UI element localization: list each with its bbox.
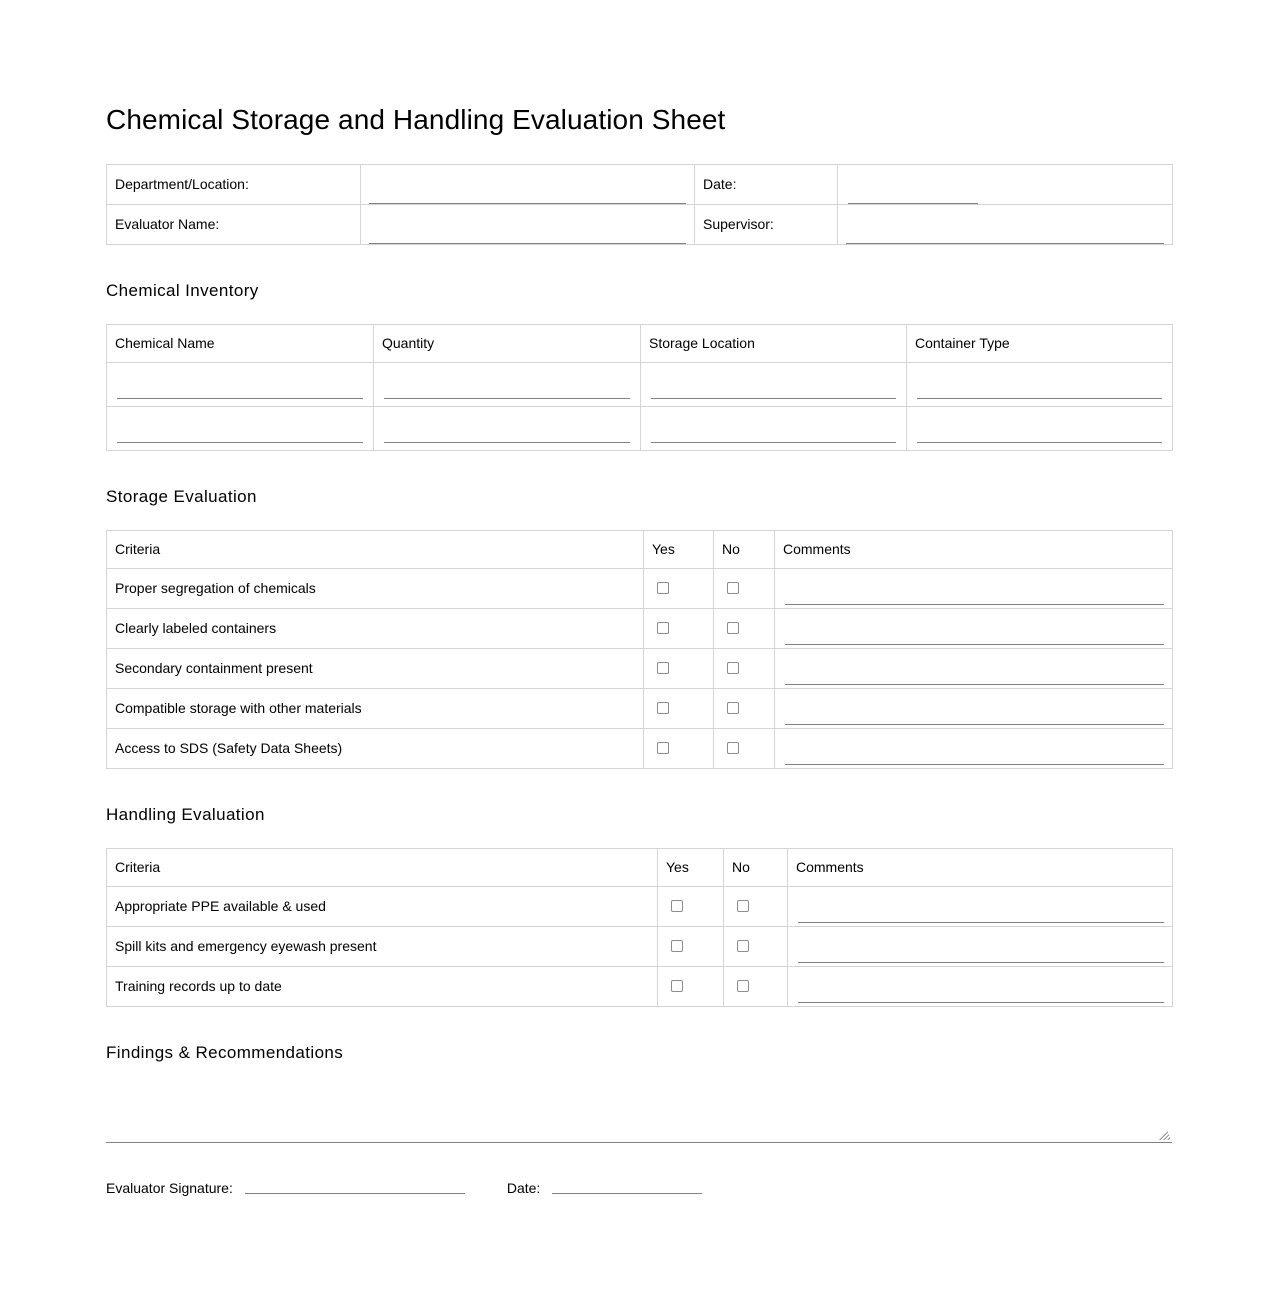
column-header-comments: Comments — [788, 848, 1173, 886]
storage-yes-cell — [644, 608, 714, 648]
table-row — [107, 728, 1173, 768]
storage-no-cell — [714, 728, 775, 768]
storage-criteria-label: Compatible storage with other materials — [107, 688, 644, 728]
inventory-cell-chemical-name — [107, 362, 374, 406]
storage-no-cell — [714, 568, 775, 608]
column-header-storage-location: Storage Location — [641, 324, 907, 362]
storage-yes-checkbox[interactable] — [657, 622, 669, 634]
table-row — [107, 648, 1173, 688]
storage-comments-input[interactable] — [785, 578, 1164, 605]
handling-no-checkbox[interactable] — [737, 940, 749, 952]
table-row — [107, 164, 1173, 204]
date-label: Date: — [695, 164, 838, 204]
section-heading-storage-evaluation: Storage Evaluation — [106, 486, 257, 506]
table-header-row — [107, 530, 1173, 568]
handling-evaluation-table — [106, 848, 1173, 1007]
column-header-comments: Comments — [775, 530, 1173, 568]
column-header-yes: Yes — [658, 848, 724, 886]
table-row — [107, 926, 1173, 966]
inventory-cell-container-type — [907, 362, 1173, 406]
column-header-quantity: Quantity — [374, 324, 641, 362]
storage-location-input[interactable] — [651, 416, 896, 443]
evaluator-signature-input[interactable] — [245, 1179, 465, 1194]
evaluator-name-input[interactable] — [369, 215, 686, 244]
storage-yes-checkbox[interactable] — [657, 702, 669, 714]
handling-criteria-label: Appropriate PPE available & used — [107, 886, 658, 926]
storage-comments-input[interactable] — [785, 738, 1164, 765]
section-heading-chemical-inventory: Chemical Inventory — [106, 280, 259, 300]
supervisor-label: Supervisor: — [695, 204, 838, 244]
table-row — [107, 688, 1173, 728]
inventory-cell-quantity — [374, 362, 641, 406]
handling-no-cell — [724, 926, 788, 966]
storage-comments-cell — [775, 608, 1173, 648]
container-type-input[interactable] — [917, 416, 1162, 443]
storage-yes-cell — [644, 688, 714, 728]
handling-no-checkbox[interactable] — [737, 900, 749, 912]
table-row — [107, 568, 1173, 608]
table-row — [107, 204, 1173, 244]
column-header-no: No — [714, 530, 775, 568]
handling-yes-cell — [658, 966, 724, 1006]
handling-comments-cell — [788, 926, 1173, 966]
handling-no-cell — [724, 886, 788, 926]
storage-no-cell — [714, 688, 775, 728]
column-header-no: No — [724, 848, 788, 886]
findings-textarea[interactable] — [106, 1085, 1172, 1143]
handling-comments-input[interactable] — [798, 976, 1164, 1003]
table-row — [107, 966, 1173, 1006]
table-header-row — [107, 324, 1173, 362]
column-header-criteria: Criteria — [107, 848, 658, 886]
signature-row — [106, 1179, 1172, 1197]
inventory-cell-container-type — [907, 406, 1173, 450]
handling-criteria-label: Training records up to date — [107, 966, 658, 1006]
section-heading-findings-recommendations: Findings & Recommendations — [106, 1042, 344, 1062]
supervisor-input[interactable] — [846, 215, 1164, 244]
container-type-input[interactable] — [917, 372, 1162, 399]
handling-yes-checkbox[interactable] — [671, 940, 683, 952]
storage-comments-input[interactable] — [785, 698, 1164, 725]
handling-yes-checkbox[interactable] — [671, 980, 683, 992]
quantity-input[interactable] — [384, 372, 630, 399]
inventory-cell-chemical-name — [107, 406, 374, 450]
page-title: Chemical Storage and Handling Evaluation Sheet — [106, 104, 726, 135]
signature-date-label: Date: — [506, 1179, 541, 1196]
inventory-cell-storage-location — [641, 406, 907, 450]
storage-comments-cell — [775, 728, 1173, 768]
storage-criteria-label: Access to SDS (Safety Data Sheets) — [107, 728, 644, 768]
storage-evaluation-table — [106, 530, 1173, 769]
storage-comments-input[interactable] — [785, 658, 1164, 685]
evaluator-name-field-cell — [361, 204, 695, 244]
column-header-yes: Yes — [644, 530, 714, 568]
handling-comments-cell — [788, 886, 1173, 926]
section-heading-handling-evaluation: Handling Evaluation — [106, 804, 265, 824]
quantity-input[interactable] — [384, 416, 630, 443]
storage-no-checkbox[interactable] — [727, 662, 739, 674]
supervisor-field-cell — [838, 204, 1173, 244]
storage-yes-checkbox[interactable] — [657, 582, 669, 594]
storage-no-cell — [714, 648, 775, 688]
storage-location-input[interactable] — [651, 372, 896, 399]
storage-no-checkbox[interactable] — [727, 622, 739, 634]
storage-criteria-label: Clearly labeled containers — [107, 608, 644, 648]
page-content — [106, 0, 1172, 1197]
storage-yes-checkbox[interactable] — [657, 662, 669, 674]
storage-criteria-label: Secondary containment present — [107, 648, 644, 688]
signature-date-input[interactable] — [552, 1179, 702, 1194]
date-input[interactable] — [848, 175, 978, 204]
resize-handle-icon[interactable] — [1159, 1128, 1171, 1140]
column-header-chemical-name: Chemical Name — [107, 324, 374, 362]
storage-criteria-label: Proper segregation of chemicals — [107, 568, 644, 608]
column-header-container-type: Container Type — [907, 324, 1173, 362]
table-row — [107, 406, 1173, 450]
storage-yes-cell — [644, 728, 714, 768]
chemical-name-input[interactable] — [117, 372, 363, 399]
storage-yes-checkbox[interactable] — [657, 742, 669, 754]
storage-comments-cell — [775, 568, 1173, 608]
column-header-criteria: Criteria — [107, 530, 644, 568]
date-field-cell — [838, 164, 1173, 204]
inventory-cell-storage-location — [641, 362, 907, 406]
handling-yes-cell — [658, 926, 724, 966]
storage-no-checkbox[interactable] — [727, 702, 739, 714]
chemical-name-input[interactable] — [117, 416, 363, 443]
handling-no-cell — [724, 966, 788, 1006]
chemical-inventory-table — [106, 324, 1173, 451]
department-location-input[interactable] — [369, 175, 686, 204]
table-row — [107, 886, 1173, 926]
storage-comments-cell — [775, 648, 1173, 688]
department-location-label: Department/Location: — [107, 164, 361, 204]
handling-criteria-label: Spill kits and emergency eyewash present — [107, 926, 658, 966]
storage-no-cell — [714, 608, 775, 648]
handling-comments-cell — [788, 966, 1173, 1006]
table-header-row — [107, 848, 1173, 886]
handling-no-checkbox[interactable] — [737, 980, 749, 992]
storage-no-checkbox[interactable] — [727, 742, 739, 754]
storage-yes-cell — [644, 568, 714, 608]
storage-yes-cell — [644, 648, 714, 688]
storage-no-checkbox[interactable] — [727, 582, 739, 594]
department-location-field-cell — [361, 164, 695, 204]
evaluator-name-label: Evaluator Name: — [107, 204, 361, 244]
handling-comments-input[interactable] — [798, 936, 1164, 963]
storage-comments-cell — [775, 688, 1173, 728]
handling-yes-cell — [658, 886, 724, 926]
handling-yes-checkbox[interactable] — [671, 900, 683, 912]
evaluator-signature-label: Evaluator Signature: — [106, 1179, 233, 1196]
inventory-cell-quantity — [374, 406, 641, 450]
storage-comments-input[interactable] — [785, 618, 1164, 645]
table-row — [107, 362, 1173, 406]
handling-comments-input[interactable] — [798, 896, 1164, 923]
header-info-table — [106, 164, 1173, 245]
table-row — [107, 608, 1173, 648]
